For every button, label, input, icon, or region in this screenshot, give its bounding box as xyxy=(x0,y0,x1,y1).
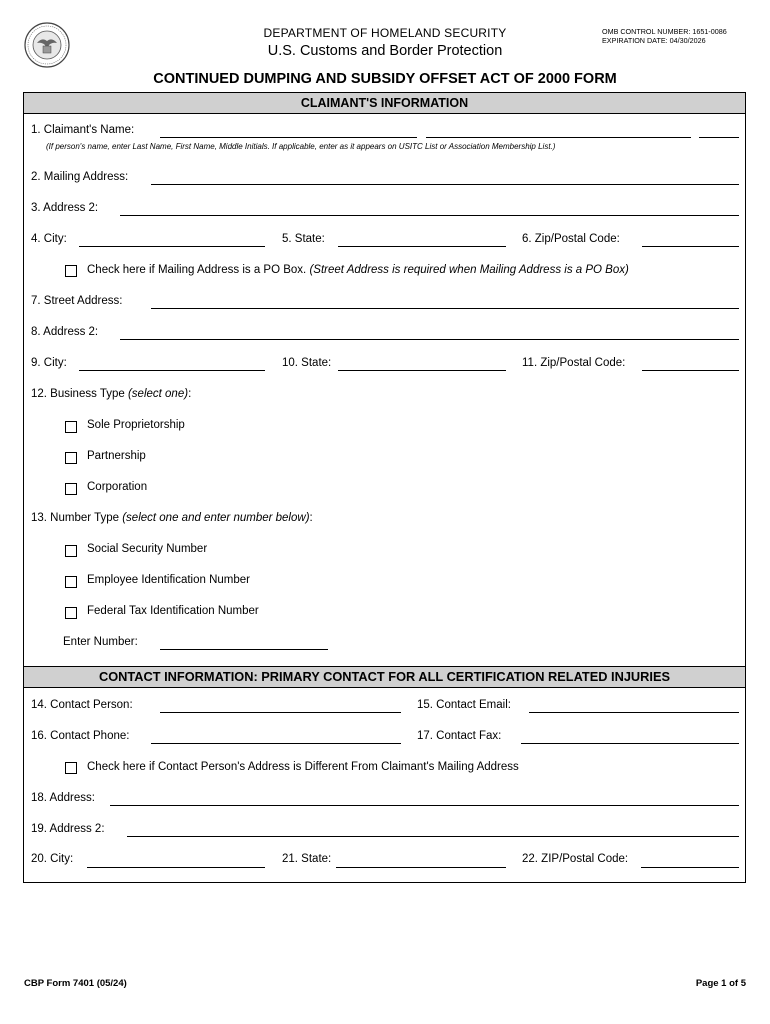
street-address2-field[interactable] xyxy=(120,339,739,340)
street-state-field[interactable] xyxy=(338,370,506,371)
state-field[interactable] xyxy=(338,246,506,247)
contact-city-label: 20. City: xyxy=(31,853,74,865)
street-zip-field[interactable] xyxy=(642,370,739,371)
contact-address2-field[interactable] xyxy=(127,836,739,837)
sole-proprietorship-label: Sole Proprietorship xyxy=(87,419,185,431)
street-zip-label: 11. Zip/Postal Code: xyxy=(522,357,626,369)
zip-field[interactable] xyxy=(642,246,739,247)
contact-fax-label: 17. Contact Fax: xyxy=(417,730,502,742)
zip-label: 6. Zip/Postal Code: xyxy=(522,233,620,245)
partnership-checkbox[interactable] xyxy=(65,452,77,464)
contact-zip-field[interactable] xyxy=(641,867,739,868)
state-label: 5. State: xyxy=(282,233,325,245)
street-city-field[interactable] xyxy=(79,370,265,371)
sole-proprietorship-checkbox[interactable] xyxy=(65,421,77,433)
ein-checkbox[interactable] xyxy=(65,576,77,588)
contact-phone-field[interactable] xyxy=(151,743,401,744)
contact-phone-label: 16. Contact Phone: xyxy=(31,730,130,742)
contact-person-label: 14. Contact Person: xyxy=(31,699,133,711)
po-box-note: (Street Address is required when Mailing Address is a PO Box) xyxy=(309,264,629,276)
form-number: CBP Form 7401 (05/24) xyxy=(24,978,127,989)
contact-fax-field[interactable] xyxy=(521,743,739,744)
contact-address-label: 18. Address: xyxy=(31,792,95,804)
contact-city-field[interactable] xyxy=(87,867,265,868)
mailing-address-label: 2. Mailing Address: xyxy=(31,171,129,183)
claimant-last-name-field[interactable] xyxy=(160,137,417,138)
claimant-section-heading: CLAIMANT'S INFORMATION xyxy=(23,92,746,114)
omb-info xyxy=(602,27,727,45)
business-type-label: 12. Business Type (select one): xyxy=(31,388,192,400)
contact-email-field[interactable] xyxy=(529,712,739,713)
number-type-label: 13. Number Type (select one and enter number below): xyxy=(31,512,313,524)
contact-zip-label: 22. ZIP/Postal Code: xyxy=(522,853,629,865)
ssn-checkbox[interactable] xyxy=(65,545,77,557)
agency-name: U.S. Customs and Border Protection xyxy=(267,43,503,59)
street-city-label: 9. City: xyxy=(31,357,67,369)
expiration-date: EXPIRATION DATE: 04/30/2026 xyxy=(602,36,706,45)
claimant-name-hint: (If person's name, enter Last Name, First Name, Middle Initials. If applicable, enter as it appears on USITC List or Association Membership List.) xyxy=(46,142,556,151)
claimant-first-name-field[interactable] xyxy=(426,137,691,138)
enter-number-label: Enter Number: xyxy=(63,636,138,648)
ssn-label: Social Security Number xyxy=(87,543,208,555)
claimant-middle-initial-field[interactable] xyxy=(699,137,739,138)
different-address-label: Check here if Contact Person's Address is Different From Claimant's Mailing Address xyxy=(87,761,519,773)
department-name: DEPARTMENT OF HOMELAND SECURITY xyxy=(263,26,507,40)
city-label: 4. City: xyxy=(31,233,67,245)
omb-control-number: OMB CONTROL NUMBER: 1651-0086 xyxy=(602,27,727,36)
agency-header xyxy=(230,26,540,59)
mailing-address-field[interactable] xyxy=(151,184,739,185)
different-address-checkbox[interactable] xyxy=(65,762,77,774)
contact-state-field[interactable] xyxy=(336,867,506,868)
contact-address2-label: 19. Address 2: xyxy=(31,823,105,835)
street-state-label: 10. State: xyxy=(282,357,332,369)
ftin-checkbox[interactable] xyxy=(65,607,77,619)
contact-state-label: 21. State: xyxy=(282,853,332,865)
claimant-name-label: 1. Claimant's Name: xyxy=(31,124,135,136)
enter-number-field[interactable] xyxy=(160,649,328,650)
dhs-seal-icon xyxy=(24,22,70,68)
street-address-label: 7. Street Address: xyxy=(31,295,123,307)
contact-person-field[interactable] xyxy=(160,712,401,713)
corporation-checkbox[interactable] xyxy=(65,483,77,495)
street-address-field[interactable] xyxy=(151,308,739,309)
ftin-label: Federal Tax Identification Number xyxy=(87,605,259,617)
city-field[interactable] xyxy=(79,246,265,247)
street-address2-label: 8. Address 2: xyxy=(31,326,99,338)
contact-address-field[interactable] xyxy=(110,805,739,806)
contact-section-heading: CONTACT INFORMATION: PRIMARY CONTACT FOR ALL CERTIFICATION RELATED INJURIES xyxy=(23,666,746,688)
ein-label: Employee Identification Number xyxy=(87,574,250,586)
contact-email-label: 15. Contact Email: xyxy=(417,699,511,711)
po-box-checkbox[interactable] xyxy=(65,265,77,277)
page-number: Page 1 of 5 xyxy=(695,978,746,989)
po-box-label: Check here if Mailing Address is a PO Box. (Street Address is required when Mailing Address is a PO Box) xyxy=(87,264,629,276)
address2-field[interactable] xyxy=(120,215,739,216)
address2-label: 3. Address 2: xyxy=(31,202,99,214)
corporation-label: Corporation xyxy=(87,481,148,493)
form-title: CONTINUED DUMPING AND SUBSIDY OFFSET ACT OF 2000 FORM xyxy=(153,71,617,87)
partnership-label: Partnership xyxy=(87,450,146,462)
